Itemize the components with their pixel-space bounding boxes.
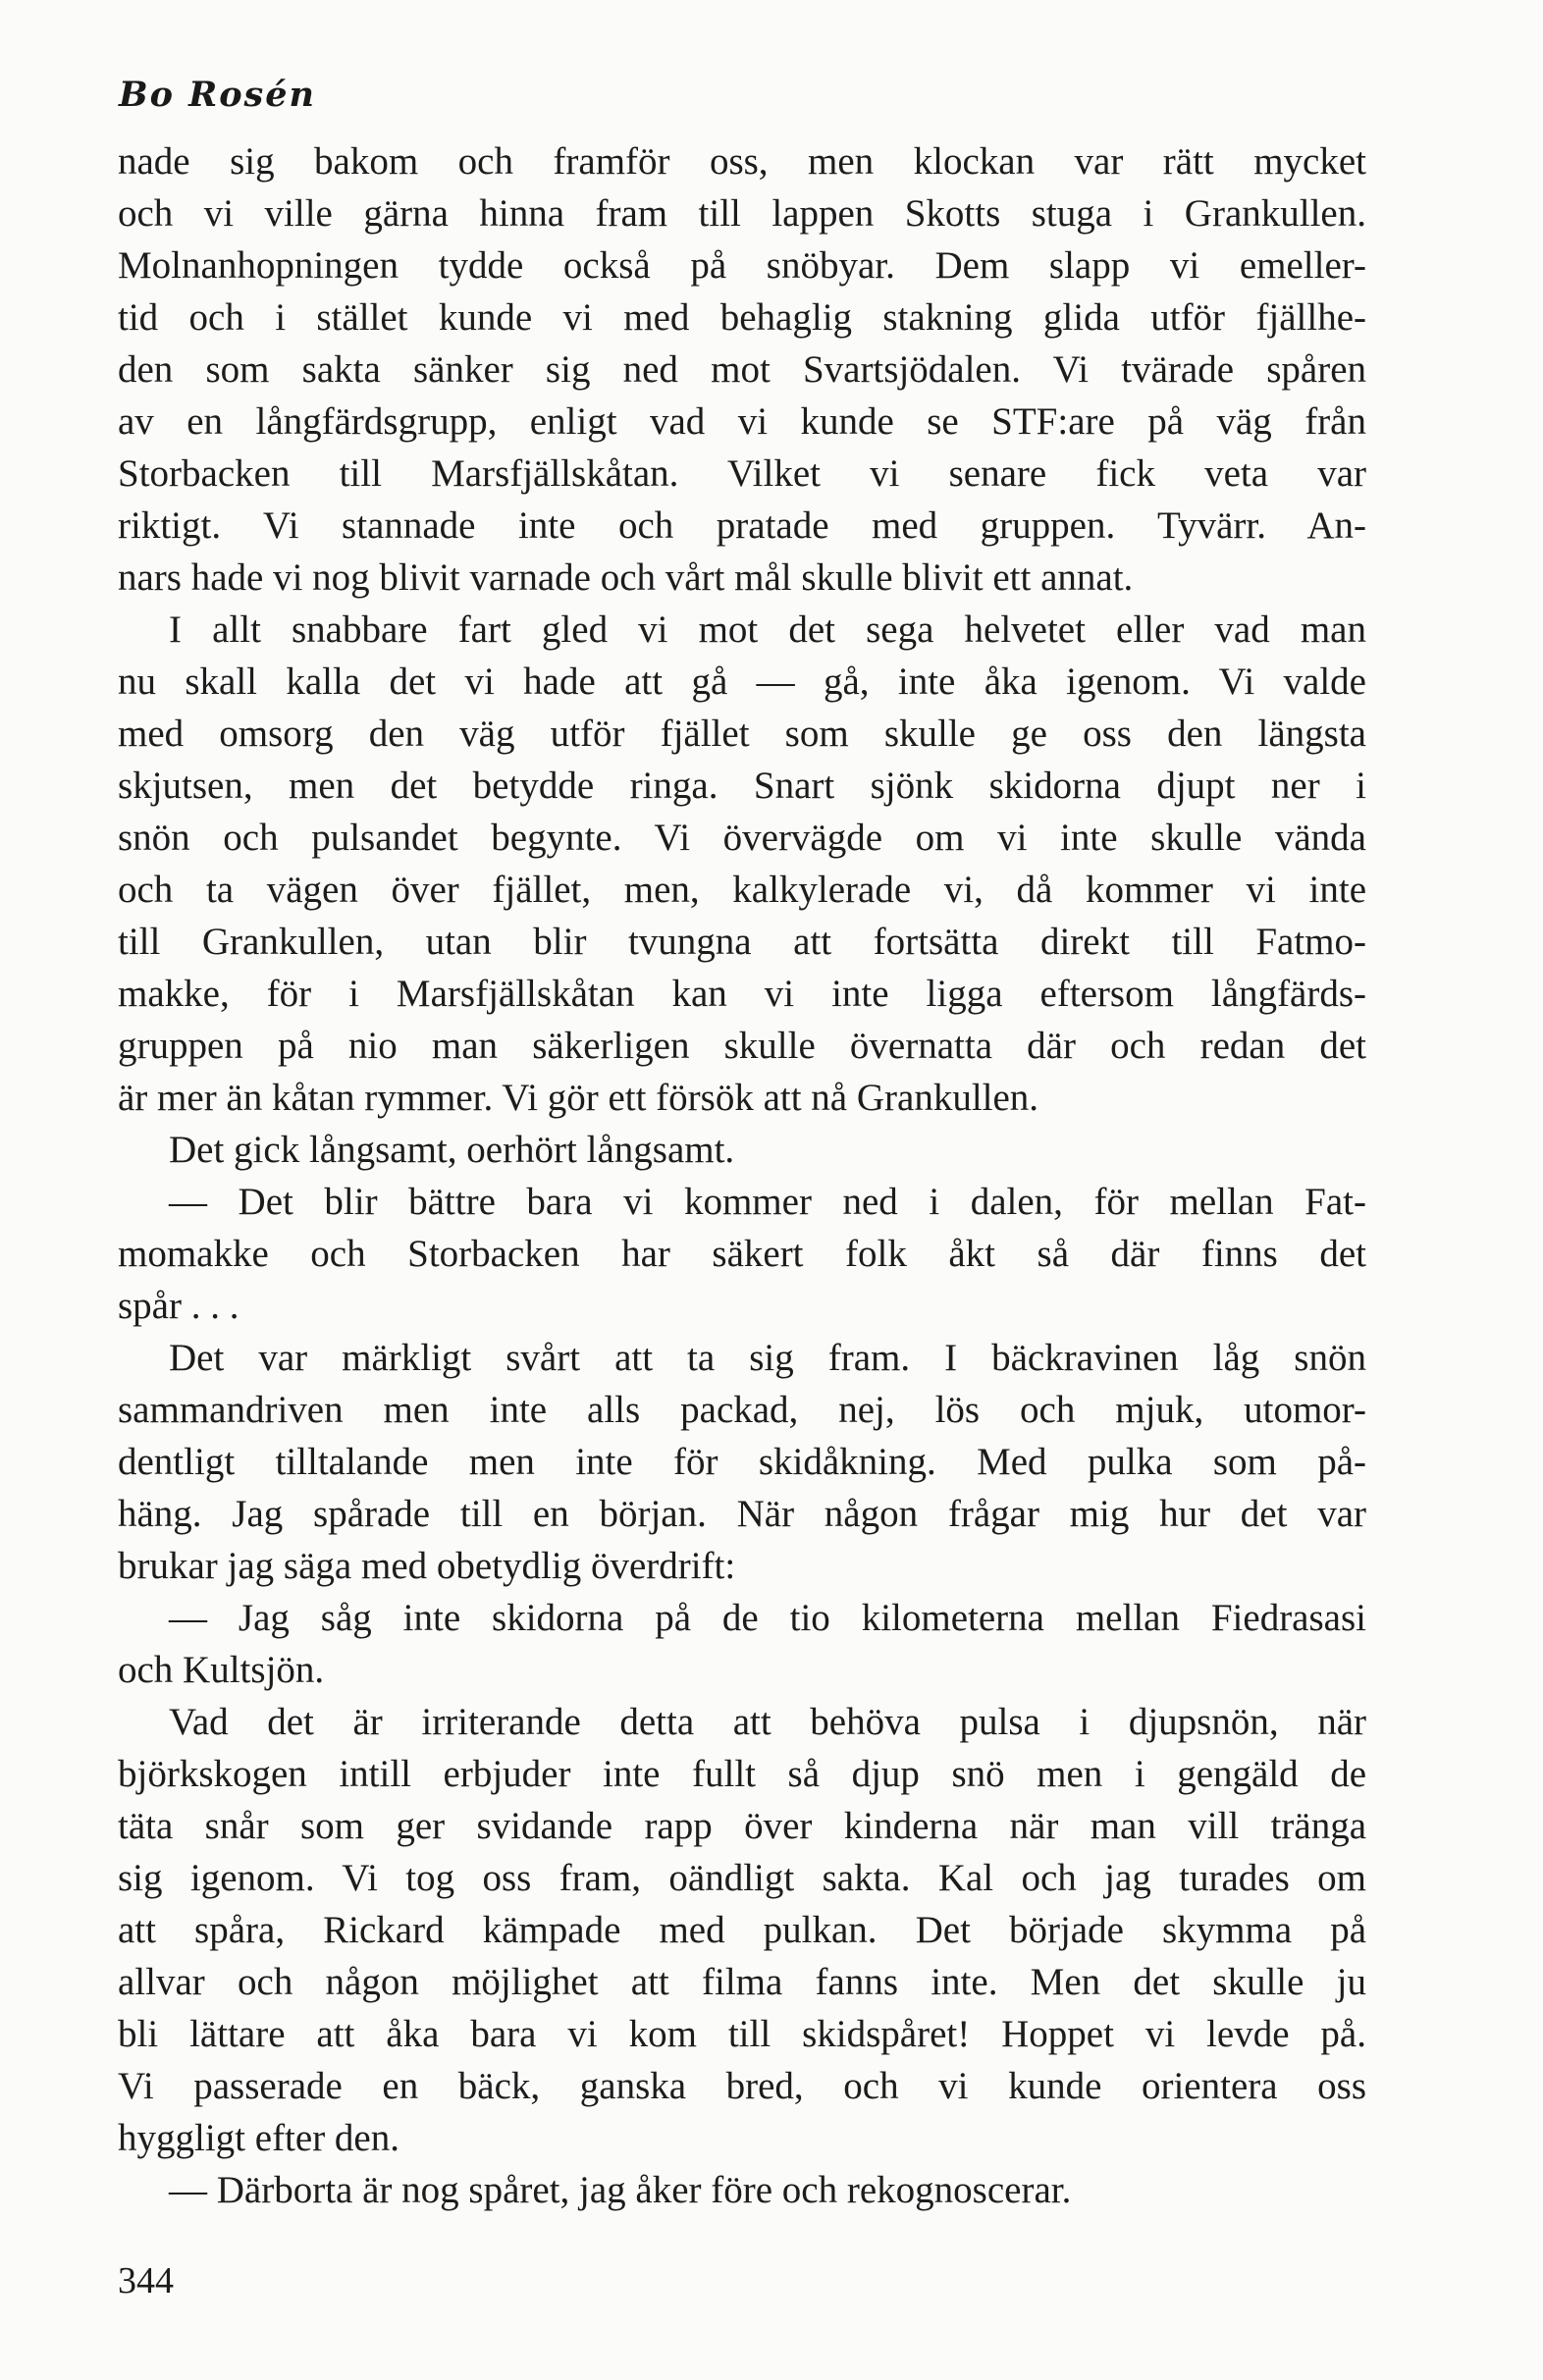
paragraph: [118, 1124, 1366, 1176]
text-line: nade sig bakom och framför oss, men klockan var rätt mycket: [118, 140, 1366, 183]
text-line: allvar och någon möjlighet att filma fanns inte. Men det skulle ju: [118, 1961, 1366, 2003]
text-line: — Därborta är nog spåret, jag åker före och rekognoscerar.: [169, 2169, 1072, 2211]
text-line: skjutsen, men det betydde ringa. Snart sjönk skidorna djupt ner i: [118, 765, 1366, 807]
text-line: att spåra, Rickard kämpade med pulkan. Det började skymma på: [118, 1909, 1366, 1951]
text-line: är mer än kåtan rymmer. Vi gör ett försök att nå Grankullen.: [118, 1077, 1039, 1119]
text-line: den som sakta sänker sig ned mot Svartsjödalen. Vi tvärade spåren: [118, 348, 1366, 391]
text-line: och Kultsjön.: [118, 1649, 325, 1691]
text-line: till Grankullen, utan blir tvungna att fortsätta direkt till Fatmo-: [118, 921, 1366, 963]
text-line: bli lättare att åka bara vi kom till skidspåret! Hoppet vi levde på.: [118, 2013, 1366, 2055]
text-line: snön och pulsandet begynte. Vi övervägde om vi inte skulle vända: [118, 817, 1366, 859]
text-line: täta snår som ger svidande rapp över kinderna när man vill tränga: [118, 1805, 1366, 1847]
text-line: spår . . .: [118, 1285, 239, 1327]
text-line: brukar jag säga med obetydlig överdrift:: [118, 1545, 736, 1587]
paragraph: [118, 135, 1366, 604]
text-line: — Det blir bättre bara vi kommer ned i dalen, för mellan Fat-: [169, 1181, 1366, 1223]
text-line: tid och i stället kunde vi med behaglig stakning glida utför fjällhe-: [118, 296, 1366, 339]
text-line: Det var märkligt svårt att ta sig fram. I bäckravinen låg snön: [169, 1337, 1366, 1379]
text-line: makke, för i Marsfjällskåtan kan vi inte ligga eftersom långfärds-: [118, 973, 1366, 1015]
text-line: gruppen på nio man säkerligen skulle övernatta där och redan det: [118, 1025, 1366, 1067]
text-line: Vi passerade en bäck, ganska bred, och vi kunde orientera oss: [118, 2065, 1366, 2107]
text-line: Storbacken till Marsfjällskåtan. Vilket vi senare fick veta var: [118, 452, 1366, 495]
paragraph: [118, 1592, 1366, 1696]
running-head-author: Bo Rosén: [119, 75, 316, 115]
text-line: — Jag såg inte skidorna på de tio kilometerna mellan Fiedrasasi: [169, 1597, 1366, 1639]
text-line: Molnanhopningen tydde också på snöbyar. Dem slapp vi emeller-: [118, 244, 1366, 287]
paragraph: [118, 1332, 1366, 1592]
text-line: och ta vägen över fjället, men, kalkylerade vi, då kommer vi inte: [118, 869, 1366, 911]
paragraph: [118, 1696, 1366, 2164]
text-line: I allt snabbare fart gled vi mot det sega helvetet eller vad man: [169, 608, 1366, 651]
text-line: häng. Jag spårade till en början. När någon frågar mig hur det var: [118, 1493, 1366, 1535]
text-line: björkskogen intill erbjuder inte fullt så djup snö men i gengäld de: [118, 1753, 1366, 1795]
paragraph: [118, 1176, 1366, 1332]
text-line: momakke och Storbacken har säkert folk åkt så där finns det: [118, 1233, 1366, 1275]
text-line: Vad det är irriterande detta att behöva pulsa i djupsnön, när: [169, 1701, 1366, 1743]
text-line: dentligt tilltalande men inte för skidåkning. Med pulka som på-: [118, 1441, 1366, 1483]
text-line: nars hade vi nog blivit varnade och vårt mål skulle blivit ett annat.: [118, 556, 1134, 599]
paragraph: [118, 604, 1366, 1124]
body-text: [118, 135, 1366, 2216]
text-line: med omsorg den väg utför fjället som skulle ge oss den längsta: [118, 713, 1366, 755]
text-line: riktigt. Vi stannade inte och pratade med gruppen. Tyvärr. An-: [118, 504, 1366, 547]
text-line: och vi ville gärna hinna fram till lappen Skotts stuga i Grankullen.: [118, 192, 1366, 235]
paragraph: [118, 2164, 1366, 2216]
page-number: 344: [118, 2260, 174, 2301]
text-line: sammandriven men inte alls packad, nej, lös och mjuk, utomor-: [118, 1389, 1366, 1431]
text-line: nu skall kalla det vi hade att gå — gå, inte åka igenom. Vi valde: [118, 661, 1366, 703]
text-line: av en långfärdsgrupp, enligt vad vi kunde se STF:are på väg från: [118, 400, 1366, 443]
text-line: hyggligt efter den.: [118, 2117, 399, 2159]
text-line: sig igenom. Vi tog oss fram, oändligt sakta. Kal och jag turades om: [118, 1857, 1366, 1899]
text-line: Det gick långsamt, oerhört långsamt.: [169, 1129, 735, 1171]
